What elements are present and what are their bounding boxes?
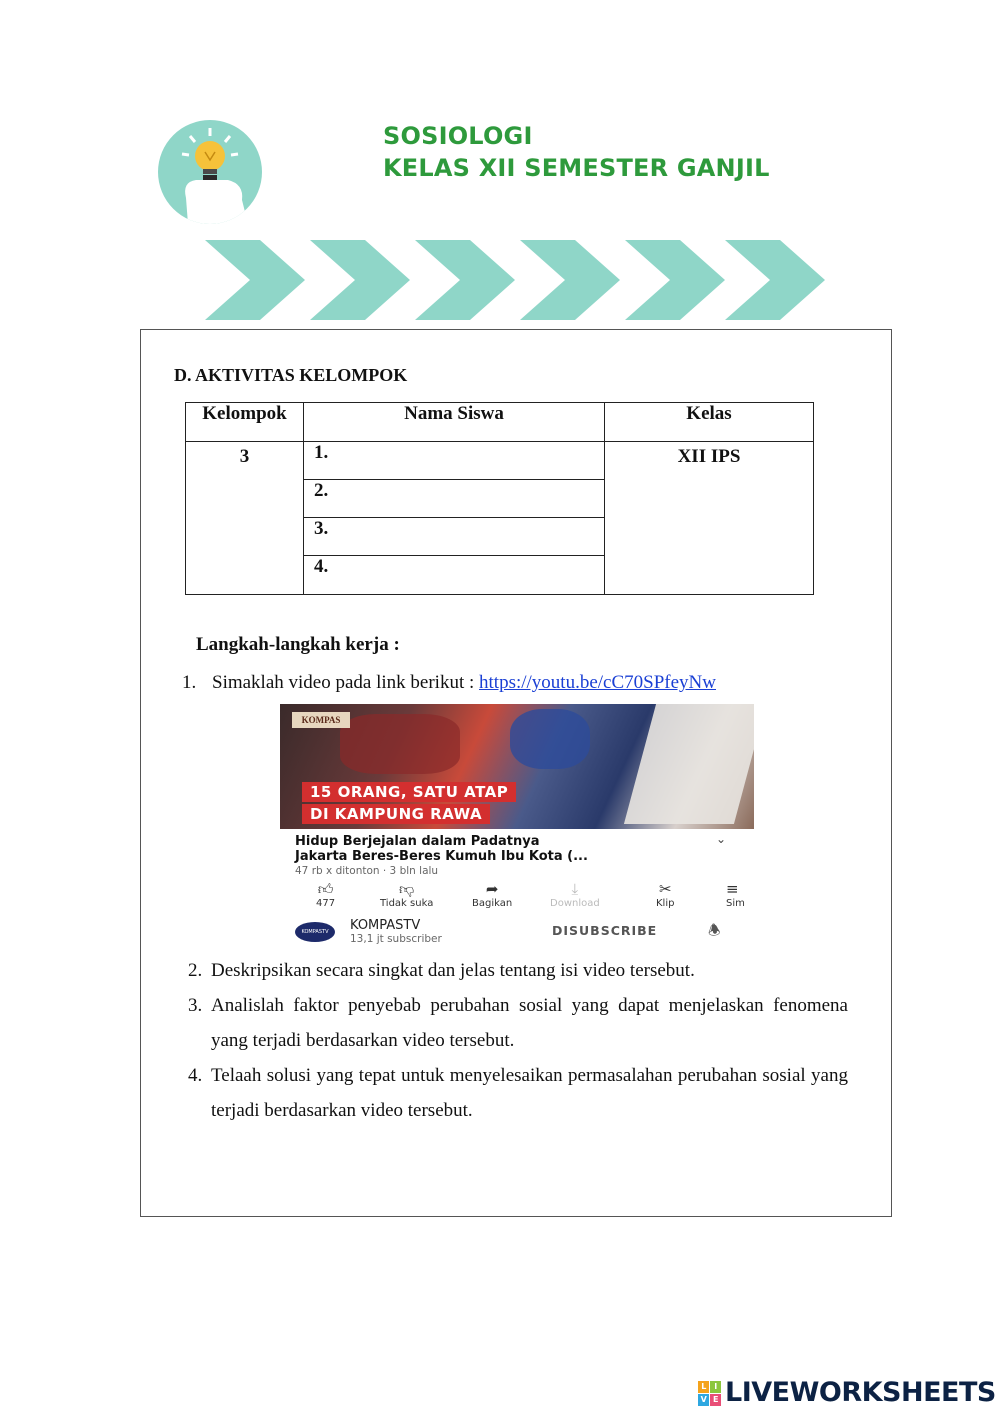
step-number: 1. <box>182 672 197 693</box>
class-cell: XII IPS <box>605 442 814 595</box>
step-text: Analislah faktor penyebab perubahan sosial yang dapat menjelaskan fenomena yang terjadi berdasarkan video tersebut. <box>211 995 848 1051</box>
document-header <box>383 120 770 184</box>
header-kelompok: Kelompok <box>186 403 304 442</box>
video-preview[interactable] <box>280 704 754 948</box>
thumbs-down-icon: 👎︎ <box>399 880 415 898</box>
step-number: 4. <box>188 1065 203 1086</box>
step-item-4 <box>188 1058 848 1128</box>
step-item-3 <box>188 988 848 1058</box>
dislike-label: Tidak suka <box>380 898 434 909</box>
liveworksheets-mark-icon: L I V E <box>698 1381 722 1407</box>
student-name-field-2[interactable]: 2. <box>304 480 605 518</box>
video-actions <box>280 880 754 916</box>
group-number-cell: 3 <box>186 442 304 595</box>
student-name-field-3[interactable]: 3. <box>304 518 605 556</box>
share-label: Bagikan <box>472 898 513 909</box>
share-button[interactable] <box>472 880 512 909</box>
video-banner-line1: 15 ORANG, SATU ATAP <box>302 782 516 802</box>
group-table <box>185 402 814 595</box>
liveworksheets-brand: LIVEWORKSHEETS <box>725 1377 996 1408</box>
step-text <box>212 665 716 700</box>
lightbulb-head-logo <box>158 120 262 224</box>
download-icon: ⤓ <box>571 880 579 898</box>
class-semester-title: KELAS XII SEMESTER GANJIL <box>383 154 770 182</box>
table-header-row <box>186 403 814 442</box>
chevron-arrows-decoration <box>205 240 825 320</box>
video-meta: 47 rb x ditonton · 3 bln lalu <box>295 865 439 877</box>
step-text: Deskripsikan secara singkat dan jelas tentang isi video tersebut. <box>211 960 695 981</box>
video-link[interactable]: https://youtu.be/cC70SPfeyNw <box>479 672 716 693</box>
lightbulb-icon <box>158 120 262 224</box>
student-name-field-1[interactable]: 1. <box>304 442 605 480</box>
like-count: 477 <box>316 898 336 909</box>
step-number: 3. <box>188 995 203 1016</box>
like-button[interactable] <box>316 880 335 909</box>
video-banner-line2: DI KAMPUNG RAWA <box>302 804 490 824</box>
download-label: Download <box>550 898 600 909</box>
step-number: 2. <box>188 960 203 981</box>
chevron-down-icon[interactable]: ⌄ <box>716 832 727 846</box>
channel-subscribers: 13,1 jt subscriber <box>350 933 442 945</box>
clip-label: Klip <box>656 898 675 909</box>
channel-avatar[interactable]: KOMPASTV <box>295 922 335 942</box>
table-row <box>186 442 814 480</box>
channel-name[interactable]: KOMPASTV <box>350 918 421 933</box>
header-nama-siswa: Nama Siswa <box>304 403 605 442</box>
bell-icon[interactable]: 🕭︎ <box>708 923 721 939</box>
steps-label: Langkah-langkah kerja : <box>196 634 400 655</box>
kompas-badge: KOMPAS <box>292 712 350 728</box>
video-thumbnail[interactable] <box>280 704 754 829</box>
header-kelas: Kelas <box>605 403 814 442</box>
save-icon: ≡ <box>726 880 739 898</box>
student-name-field-4[interactable]: 4. <box>304 556 605 595</box>
scissors-icon: ✂ <box>658 880 672 898</box>
video-title <box>295 834 715 864</box>
save-label: Sim <box>726 898 745 909</box>
dislike-button[interactable] <box>380 880 433 909</box>
video-title-line2: Jakarta Beres-Beres Kumuh Ibu Kota (... <box>295 849 588 864</box>
step-instruction: Simaklah video pada link berikut : <box>212 672 480 693</box>
section-heading: D. AKTIVITAS KELOMPOK <box>174 365 408 385</box>
thumbs-up-icon: 👍︎ <box>317 880 334 898</box>
subject-title: SOSIOLOGI <box>383 122 533 150</box>
clip-button[interactable] <box>656 880 674 909</box>
download-button[interactable] <box>550 880 600 909</box>
subscribe-button[interactable]: DISUBSCRIBE <box>552 923 658 938</box>
save-button[interactable] <box>726 880 745 909</box>
share-icon: ➦ <box>485 880 499 898</box>
video-title-line1: Hidup Berjejalan dalam Padatnya <box>295 834 540 849</box>
step-text: Telaah solusi yang tepat untuk menyelesaikan permasalahan perubahan sosial yang terjadi berdasarkan video tersebut. <box>211 1065 848 1121</box>
